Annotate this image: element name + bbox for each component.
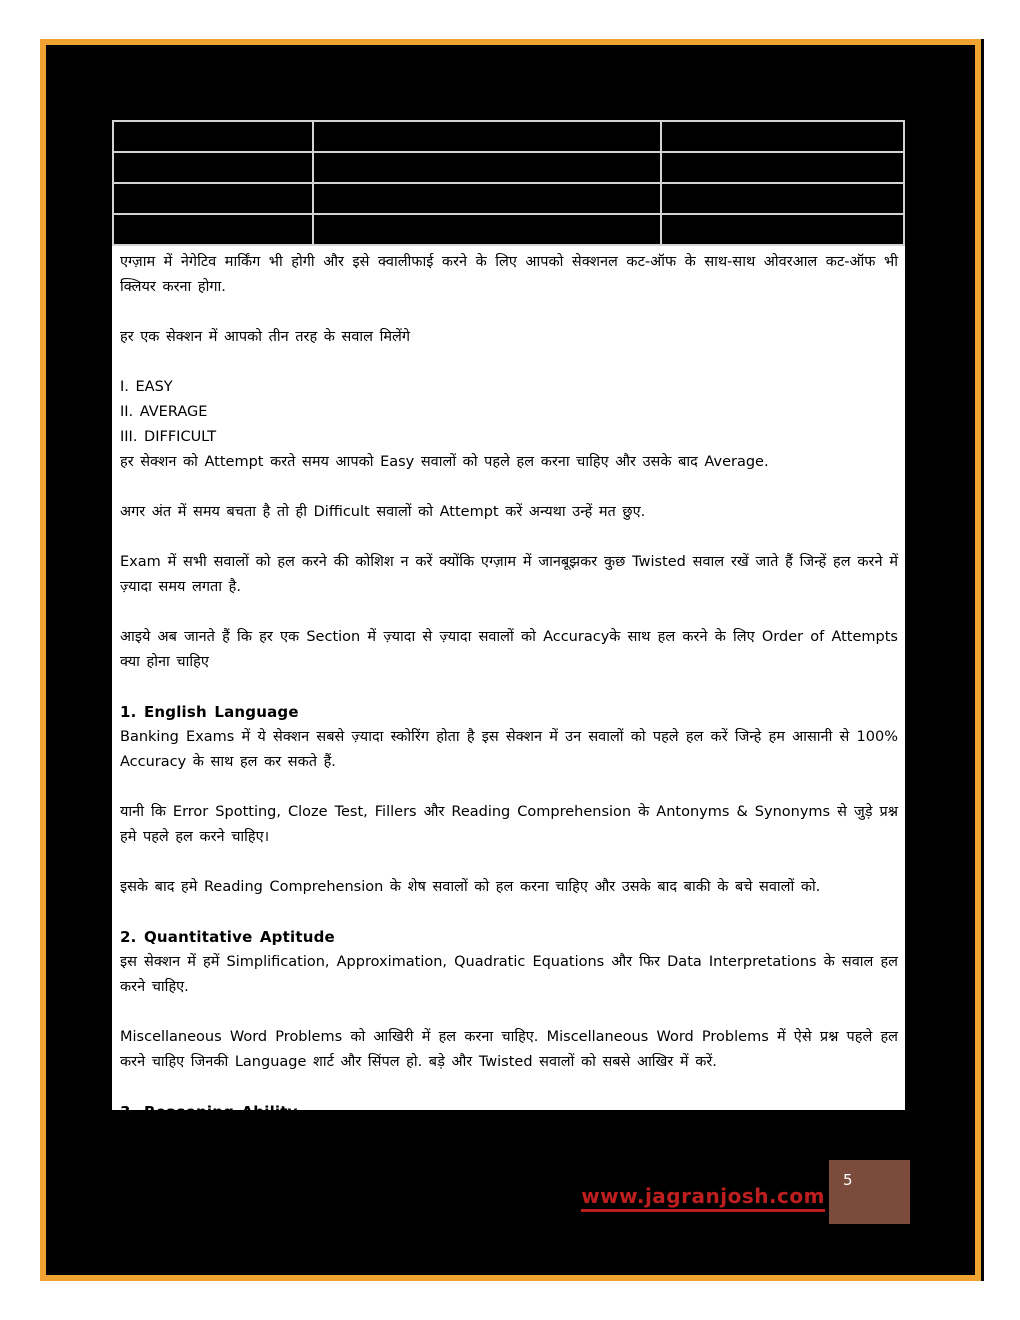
- paragraph-difficult-last: अगर अंत में समय बचता है तो ही Difficult सवालों को Attempt करें अन्यथा उन्हें मत छुए.: [120, 504, 646, 520]
- paragraph-puzzles: इसके बाद Puzzles और Seating Arrangement के सवालों को ध्यान पूर्वक हल करें.: [120, 1204, 626, 1220]
- list-item-easy: I. EASY: [120, 379, 173, 395]
- paragraph-puzzles-order: Puzzles और Seating Arrangement में भी उसे पहले हल करें जो आसान लगे इसके बाद बाकी के प्रश्नों को हल करें.: [120, 1254, 810, 1270]
- page-number-box: [829, 1160, 910, 1224]
- table-cell: [113, 183, 313, 214]
- paragraph-attempt-order: हर सेक्शन को Attempt करते समय आपको Easy सवालों को पहले हल करना चाहिए और उसके बाद Average.: [120, 454, 769, 470]
- table-cell: [661, 121, 904, 152]
- table-cell: [113, 121, 313, 152]
- document-body: [112, 246, 905, 1275]
- heading-english-language: 1. English Language: [120, 703, 299, 721]
- table-cell: [113, 152, 313, 183]
- table-cell: [313, 152, 661, 183]
- page-number: 5: [843, 1171, 853, 1189]
- table-cell: [661, 152, 904, 183]
- document-frame: [40, 39, 981, 1281]
- paragraph-reading-comprehension: इसके बाद हमे Reading Comprehension के शेष सवालों को हल करना चाहिए और उसके बाद बाकी के बचे सवालों को.: [120, 879, 821, 895]
- summary-table: [112, 120, 905, 246]
- footer-website-link[interactable]: www.jagranjosh.com: [581, 1184, 825, 1212]
- table-cell: [661, 183, 904, 214]
- paragraph-quant-topics: इस सेक्शन में हमें Simplification, Approximation, Quadratic Equations और फिर Data Interpretations के सवाल हल करने चाहिए.: [120, 954, 898, 995]
- table-cell: [313, 121, 661, 152]
- paragraph-word-problems: Miscellaneous Word Problems को आखिरी में हल करना चाहिए. Miscellaneous Word Problems में ऐसे प्रश्न पहले हल करने चाहिए जिनकी Language शार्ट और सिंपल हो. बड़े और Twisted सवालों को सबसे आखिर में करें.: [120, 1029, 898, 1070]
- paragraph-reasoning-topics: इस सेक्शन में Inequalities, Syllogism, Coding Decoding, Blood Relation, Direction और Distance से जुड़े सवालों को सबसे पहले हल करें.: [120, 1129, 898, 1170]
- paragraph-question-types: हर एक सेक्शन में आपको तीन तरह के सवाल मिलेंगे: [120, 329, 411, 345]
- paragraph-twisted-questions: Exam में सभी सवालों को हल करने की कोशिश न करें क्योंकि एग्ज़ाम में जानबूझकर कुछ Twisted सवाल रखें जाते हैं जिन्हें हल करने में ज़्यादा समय लगता है.: [120, 554, 898, 595]
- paragraph-english-scoring: Banking Exams में ये सेक्शन सबसे ज़्यादा स्कोरिंग होता है इस सेक्शन में उन सवालों को पहले हल करें जिन्हे हम आसानी से 100% Accuracy के साथ हल कर सकते हैं.: [120, 729, 898, 770]
- list-item-average: II. AVERAGE: [120, 404, 208, 420]
- table-cell: [113, 214, 313, 245]
- table-cell: [313, 214, 661, 245]
- table-row: [113, 152, 904, 183]
- paragraph-negative-marking: एग्ज़ाम में नेगेटिव मार्किंग भी होगी और इसे क्वालीफाई करने के लिए आपको सेक्शनल कट-ऑफ के साथ-साथ ओवरआल कट-ऑफ भी क्लियर करना होगा.: [120, 254, 898, 295]
- heading-quantitative-aptitude: 2. Quantitative Aptitude: [120, 928, 335, 946]
- table-cell: [661, 214, 904, 245]
- table-cell: [313, 183, 661, 214]
- table-row: [113, 183, 904, 214]
- heading-reasoning-ability: 3. Reasoning Ability: [120, 1103, 298, 1121]
- table-row: [113, 121, 904, 152]
- table-row: [113, 214, 904, 245]
- list-item-difficult: III. DIFFICULT: [120, 429, 217, 445]
- paragraph-order-of-attempts: आइये अब जानते हैं कि हर एक Section में ज़्यादा से ज़्यादा सवालों को Accuracyके साथ हल करने के लिए Order of Attempts क्या होना चाहिए: [120, 629, 898, 670]
- paragraph-english-topics: यानी कि Error Spotting, Cloze Test, Fillers और Reading Comprehension के Antonyms & Synonyms से जुड़े प्रश्न हमे पहले हल करने चाहिए।: [120, 804, 898, 845]
